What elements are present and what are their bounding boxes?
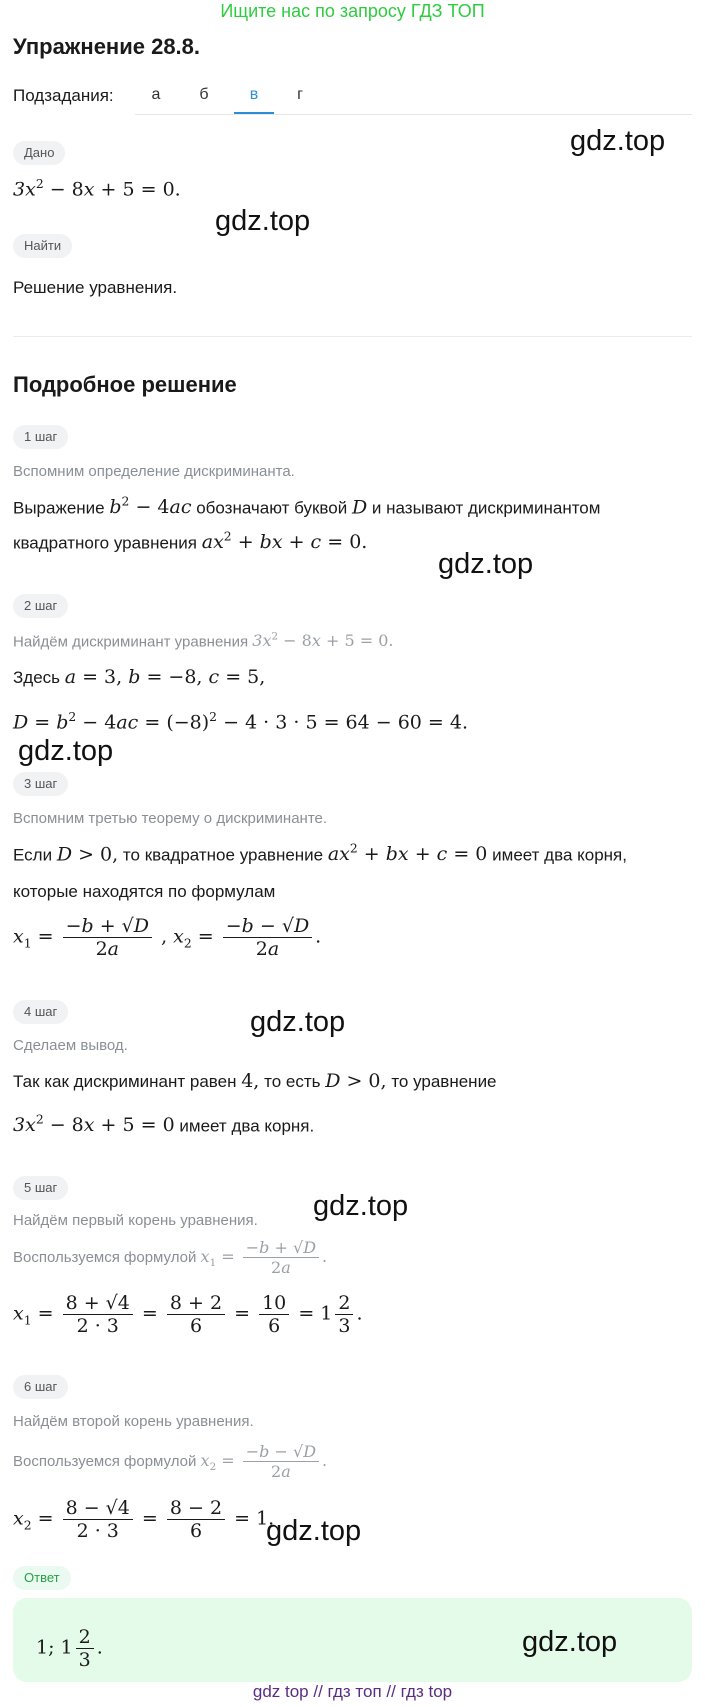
step-3-line-2: которые находятся по формулам xyxy=(13,882,276,901)
step-5-pill: 5 шаг xyxy=(13,1176,68,1200)
given-equation: $3x^2 - 8x + 5 = 0$. xyxy=(13,177,181,201)
watermark: gdz.top xyxy=(215,205,311,237)
find-pill: Найти xyxy=(13,234,72,258)
step-1-line-2: квадратного уравнения $ax^2$ + bx + c = 0. xyxy=(13,530,368,554)
step-6-hint: Найдём второй корень уравнения. xyxy=(13,1413,254,1430)
find-text: Решение уравнения. xyxy=(13,278,178,297)
step-6-formula-hint: Воспользуемся формулой $x_2$ = $\frac{-b - √D}{2a}$ . xyxy=(13,1442,328,1481)
step-2-hint: Найдём дискриминант уравнения $3x^2 - 8x + 5 = 0$. xyxy=(13,631,394,651)
watermark: gdz.top xyxy=(438,548,534,580)
section-divider xyxy=(13,336,692,337)
footer-link-gdz-top-mixed[interactable]: гдз top xyxy=(400,1682,453,1701)
solution-heading: Подробное решение xyxy=(13,372,237,397)
search-banner: Ищите нас по запросу ГДЗ ТОП xyxy=(220,1,485,21)
step-3-line-1: Если D > 0, то квадратное уравнение $ax^2$ + bx + c = 0 имеет два корня, xyxy=(13,842,627,866)
step-5-hint: Найдём первый корень уравнения. xyxy=(13,1212,258,1229)
footer-separator: // xyxy=(386,1682,396,1701)
footer-separator: // xyxy=(313,1682,323,1701)
step-1-pill: 1 шаг xyxy=(13,425,68,449)
watermark: gdz.top xyxy=(522,1626,618,1658)
active-tab-indicator xyxy=(234,112,274,114)
step-3-pill: 3 шаг xyxy=(13,772,68,796)
step-6-pill: 6 шаг xyxy=(13,1375,68,1399)
tab-v[interactable]: в xyxy=(249,86,259,103)
given-pill: Дано xyxy=(13,141,65,165)
page-title: Упражнение 28.8. xyxy=(13,34,201,59)
tabs-divider xyxy=(135,114,692,115)
footer-link-gdz-top[interactable]: gdz top xyxy=(252,1682,309,1701)
step-4-line-2: $3x^2 - 8x + 5 = 0$ имеет два корня. xyxy=(13,1113,315,1137)
answer-value: 1; 1 $\frac{2}{3}$ . xyxy=(36,1626,103,1671)
answer-pill: Ответ xyxy=(13,1566,71,1590)
second-root-calc: $x_2$ = $\frac{8 - √4}{2 \cdot 3}$ = $\frac{8 - 2}{6}$ = 1. xyxy=(13,1497,275,1542)
watermark: gdz.top xyxy=(570,125,666,157)
step-4-hint: Сделаем вывод. xyxy=(13,1037,128,1054)
step-3-hint: Вспомним третью теорему о дискриминанте. xyxy=(13,810,328,827)
tab-g[interactable]: г xyxy=(297,86,303,103)
watermark: gdz.top xyxy=(313,1190,409,1222)
step-2-pill: 2 шаг xyxy=(13,594,68,618)
watermark: gdz.top xyxy=(250,1006,346,1038)
footer-links xyxy=(0,1682,705,1702)
tab-b[interactable]: б xyxy=(199,86,209,103)
discriminant-equation: $D = b^2 - 4ac = (-8)^2 - 4 \cdot 3 \cdot 5 = 64 - 60 = 4$. xyxy=(13,710,469,734)
step-4-pill: 4 шаг xyxy=(13,1000,68,1024)
tab-a[interactable]: а xyxy=(151,86,161,103)
roots-formula: $x_1$ = $\frac{-b + √D}{2a}$ , $x_2$ = $\frac{-b - √D}{2a}$ . xyxy=(13,915,322,960)
step-4-line-1: Так как дискриминант равен 4, то есть D > 0, то уравнение xyxy=(13,1070,497,1092)
footer-link-gdz-top-ru[interactable]: гдз топ xyxy=(327,1682,382,1701)
first-root-calc: $x_1$ = $\frac{8 + √4}{2 \cdot 3}$ = $\frac{8 + 2}{6}$ = $\frac{10}{6}$ = 1 $\frac{2}{3}$ . xyxy=(13,1292,363,1337)
step-5-formula-hint: Воспользуемся формулой $x_1$ = $\frac{-b + √D}{2a}$ . xyxy=(13,1238,328,1277)
watermark: gdz.top xyxy=(266,1515,362,1547)
step-1-line-1: Выражение $b^2 - 4ac$ обозначают буквой D и называют дискриминантом xyxy=(13,495,601,519)
watermark: gdz.top xyxy=(18,735,114,767)
subtasks-label: Подзадания: xyxy=(13,86,114,105)
step-1-hint: Вспомним определение дискриминанта. xyxy=(13,463,295,480)
step-2-line-1: Здесь a = 3, b = −8, c = 5, xyxy=(13,666,266,688)
